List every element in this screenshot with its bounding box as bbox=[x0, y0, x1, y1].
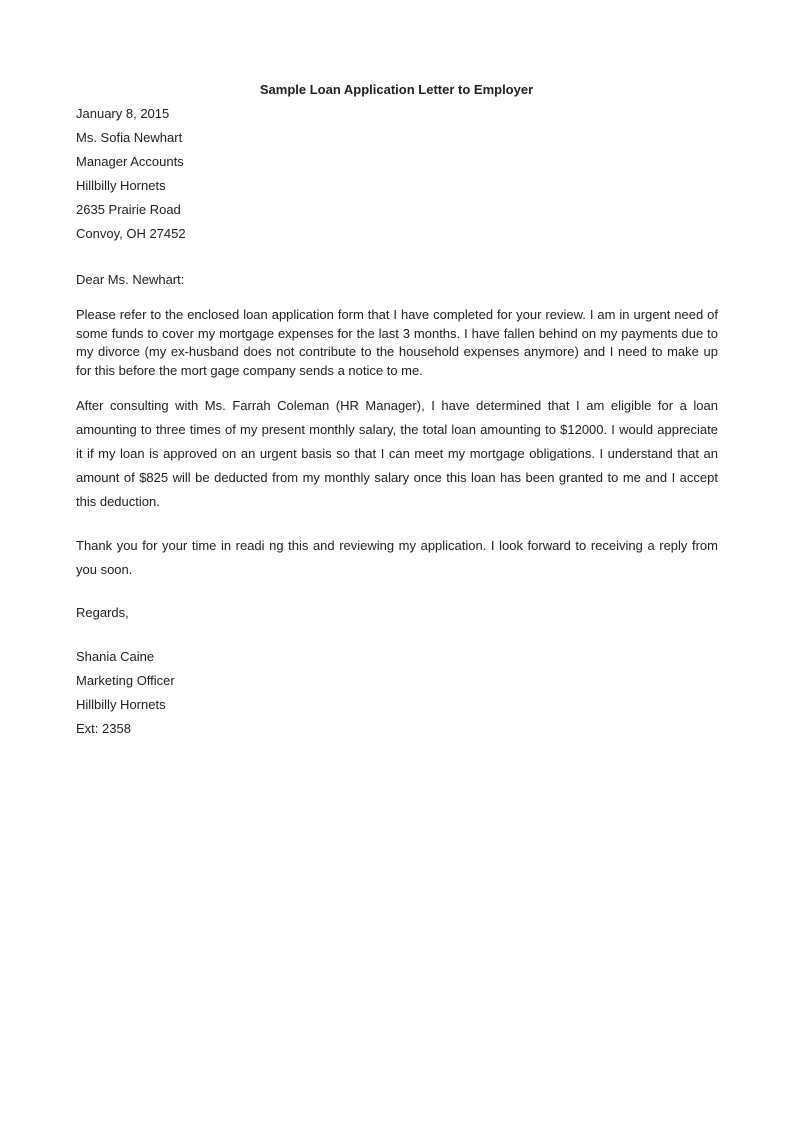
body-paragraph-2: After consulting with Ms. Farrah Coleman (HR Manager), I have determined that I am eligible for a loan amounting to three times of my present monthly salary, the total loan amounting to $12000. I would appreciate it if my loan is approved on an urgent basis so that I can meet my mortgage obligations. I understand that an amount of $825 will be deducted from my monthly salary once this loan has been granted to me and I accept this deduction. bbox=[76, 398, 718, 509]
sender-extension: Ext: 2358 bbox=[76, 721, 131, 736]
recipient-position: Manager Accounts bbox=[76, 154, 184, 169]
salutation: Dear Ms. Newhart: bbox=[76, 272, 185, 287]
recipient-city-state-zip: Convoy, OH 27452 bbox=[76, 226, 186, 241]
letter-date: January 8, 2015 bbox=[76, 106, 170, 121]
address-block bbox=[76, 102, 718, 246]
recipient-street: 2635 Prairie Road bbox=[76, 202, 181, 217]
sender-company: Hillbilly Hornets bbox=[76, 697, 166, 712]
body-paragraph-3: Thank you for your time in readi ng this and reviewing my application. I look forward to receiving a reply from you soon. bbox=[76, 538, 718, 577]
body-paragraph-1: Please refer to the enclosed loan application form that I have completed for your review. I am in urgent need of some funds to cover my mortgage expenses for the last 3 months. I have fallen behind on my payments due to my divorce (my ex-husband does not contribute to the household expenses anymore) and I need to make up for this before the mort gage company sends a notice to me. bbox=[76, 307, 718, 378]
recipient-name: Ms. Sofia Newhart bbox=[76, 130, 183, 145]
closing: Regards, bbox=[76, 605, 129, 620]
recipient-company: Hillbilly Hornets bbox=[76, 178, 166, 193]
sender-name: Shania Caine bbox=[76, 649, 155, 664]
document-title: Sample Loan Application Letter to Employer bbox=[259, 82, 534, 97]
signature-block bbox=[76, 645, 718, 741]
sender-position: Marketing Officer bbox=[76, 673, 175, 688]
